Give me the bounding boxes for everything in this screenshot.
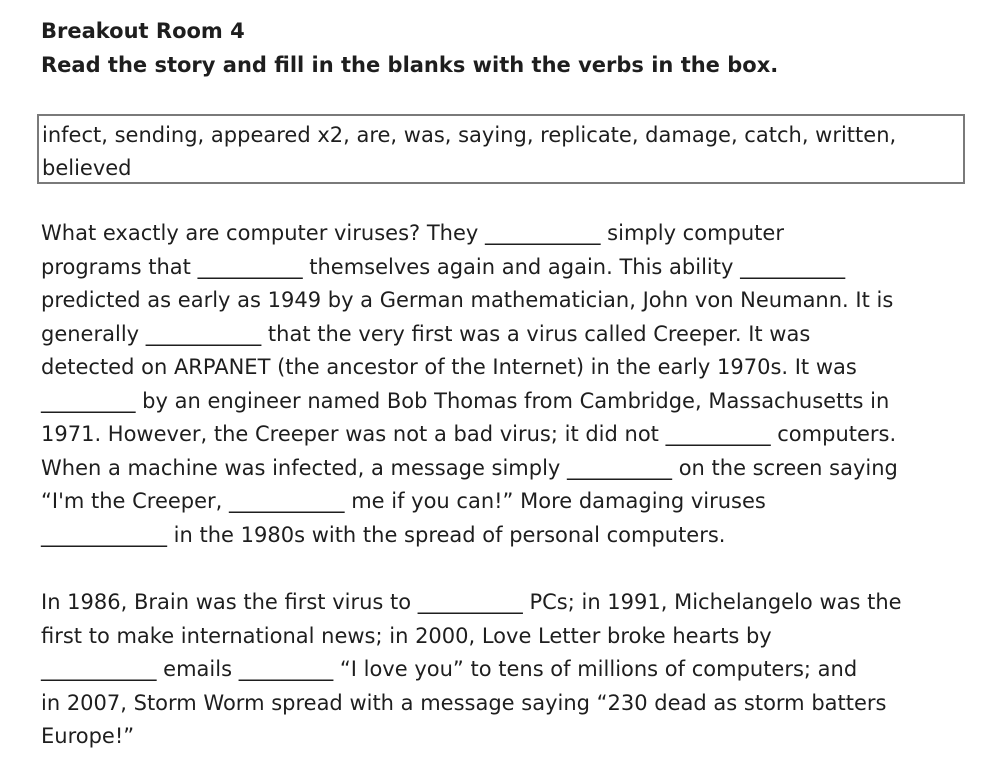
story-line: detected on ARPANET (the ancestor of the Internet) in the early 1970s. It was [41, 355, 857, 379]
instruction-text: Read the story and fill in the blanks with the verbs in the box. [41, 53, 779, 77]
word-box-line-1: infect, sending, appeared x2, are, was, saying, replicate, damage, catch, written, [42, 123, 897, 147]
story-line: What exactly are computer viruses? They ___________ simply computer [41, 221, 784, 245]
story-line: _________ by an engineer named Bob Thomas from Cambridge, Massachusetts in [41, 388, 890, 413]
story-line: “I'm the Creeper, ___________ me if you can!” More damaging viruses [41, 489, 766, 513]
story-line: Europe!” [41, 724, 135, 748]
story-paragraph-2 [41, 586, 981, 754]
word-box-line-2: believed [42, 156, 132, 180]
story-line: ____________ in the 1980s with the spread of personal computers. [41, 522, 726, 547]
story-paragraph-1 [41, 217, 981, 552]
story-line: When a machine was infected, a message simply __________ on the screen saying [41, 455, 898, 480]
story-line: first to make international news; in 2000, Love Letter broke hearts by [41, 623, 772, 648]
story-line: ___________ emails _________ “I love you” to tens of millions of computers; and [41, 657, 858, 681]
room-title: Breakout Room 4 [41, 19, 245, 43]
story-line: generally ___________ that the very first was a virus called Creeper. It was [41, 321, 811, 346]
verb-word-box [37, 114, 965, 184]
worksheet-header [41, 14, 971, 82]
story-line: In 1986, Brain was the first virus to __________ PCs; in 1991, Michelangelo was the [41, 590, 902, 614]
story-line: predicted as early as 1949 by a German mathematician, John von Neumann. It is [41, 288, 894, 312]
story-line: 1971. However, the Creeper was not a bad virus; it did not __________ computers. [41, 422, 897, 446]
story-line: in 2007, Storm Worm spread with a message saying “230 dead as storm batters [41, 690, 887, 715]
story-line: programs that __________ themselves again and again. This ability __________ [41, 254, 846, 279]
